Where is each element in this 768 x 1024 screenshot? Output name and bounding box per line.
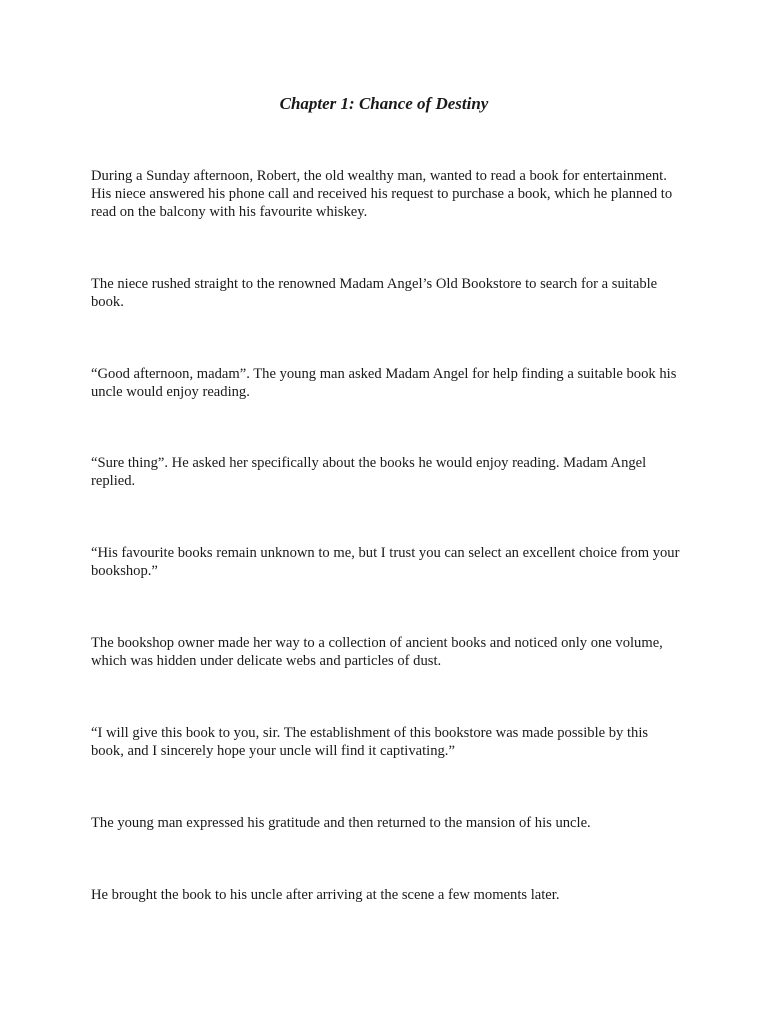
paragraph-2: The niece rushed straight to the renowned Madam Angel’s Old Bookstore to search for a suitable book. <box>91 276 658 310</box>
paragraph-9: He brought the book to his uncle after arriving at the scene a few moments later. <box>91 887 560 903</box>
paragraph-5: “His favourite books remain unknown to me, but I trust you can select an excellent choice from your bookshop.” <box>91 545 680 579</box>
paragraph-7: “I will give this book to you, sir. The establishment of this bookstore was made possible by this book, and I sincerely hope your uncle will find it captivating.” <box>91 725 649 759</box>
paragraph-3: “Good afternoon, madam”. The young man asked Madam Angel for help finding a suitable book his uncle would enjoy reading. <box>91 366 677 400</box>
paragraph-4: “Sure thing”. He asked her specifically about the books he would enjoy reading. Madam Angel replied. <box>91 455 647 489</box>
chapter-title: Chapter 1: Chance of Destiny <box>279 94 489 113</box>
paragraph-8: The young man expressed his gratitude and then returned to the mansion of his uncle. <box>91 815 591 831</box>
paragraph-1: During a Sunday afternoon, Robert, the old wealthy man, wanted to read a book for entertainment. His niece answered his phone call and received his request to purchase a book, which he planned to read on the balcony with his favourite whiskey. <box>91 168 673 220</box>
paragraph-6: The bookshop owner made her way to a collection of ancient books and noticed only one volume, which was hidden under delicate webs and particles of dust. <box>91 635 663 669</box>
